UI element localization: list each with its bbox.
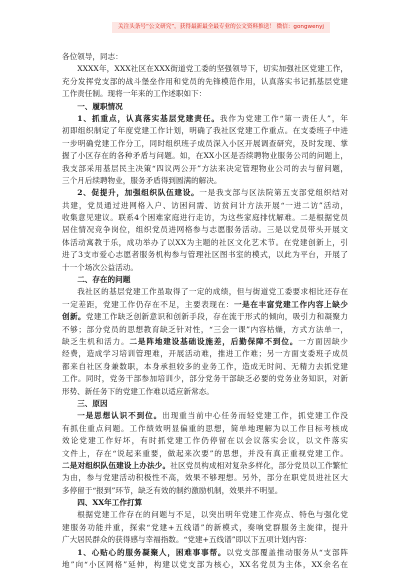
paragraph-line: 文件上，存在“说起来重要，做起来次要”的思想，并没有真正重视党建工作。 <box>62 448 348 458</box>
paragraph-line <box>62 299 348 311</box>
line-text: 一方面因缺少 <box>298 336 348 346</box>
paragraph-line: 居住情况竞争岗位，组织党员进网格参与志愿服务活动。三是以党员带头开展文 <box>62 225 348 235</box>
document-body <box>62 51 348 571</box>
paragraph-line <box>62 410 348 422</box>
paragraph-line: 三个月后续聘物业，服务矛盾得到圆满的解决。 <box>62 175 222 185</box>
intro-line: XXXX年，XXX社区在XXX街道党工委的坚强领导下，切实加强社区党建工作， <box>77 64 348 74</box>
paragraph-line: 根据党建工作存在的问题与不足，以突出明年党建工作亮点、特色与强化党 <box>77 510 348 520</box>
paragraph-line <box>62 336 348 348</box>
line-text: 党建工作缺乏创新意识和创新手段，存在流于形式的倾向，吸引力和凝聚力 <box>85 312 348 322</box>
section-heading: 四、XX年工作打算 <box>77 498 143 508</box>
paragraph-line: 建服务功能并重，探索“党建+五线谱”的新模式，奏响党群服务主旋律，提升 <box>62 522 348 532</box>
bold-lead: 二是对组织队伍建设上办法少。 <box>62 460 171 470</box>
paragraph-line: 一步明确党建工作分工，同时组织班子成员深入小区开展调查研究，及时发现、掌 <box>62 138 348 148</box>
paragraph-line <box>62 311 348 323</box>
paragraph-line: 形势、新任务下的党建工作难以适应新常态。 <box>62 386 214 396</box>
paragraph-line: 进了3支市爱心志愿者服务机构参与管理社区图书室的模式，以此为平台，开展了 <box>62 250 348 260</box>
bold-lead: 1、抓重点，认真落实基层党建责任。 <box>77 113 220 123</box>
paragraph-line <box>62 187 348 199</box>
paragraph-line: 握了小区存在的各种矛盾与问题。如，在XX小区是否续聘物业服务公司的问题上， <box>62 151 348 161</box>
line-text: 一定差距，党建工作仍存在不足，主要表现在： <box>62 299 234 309</box>
paragraph-line: 地”向“小区网格”延伸，构建以党支部为核心，XX名党员为主体，XX余名在 <box>62 560 348 570</box>
line-text: 社区党员构成相对复杂多样化，部分党员以工作繁忙 <box>170 460 348 470</box>
paragraph-line <box>62 113 348 125</box>
line-text: 出现重当前中心任务而轻党建工作，抓党建工作没 <box>162 411 348 421</box>
paragraph-line <box>62 547 348 559</box>
paragraph-line: 都来自社区身兼数职，本身承担较多的业务工作，造成无时间、无精力去抓党建 <box>62 361 348 371</box>
bold-lead: 一是在丰富党建工作内容上缺少 <box>233 299 348 309</box>
section-heading: 三、原因 <box>77 398 108 408</box>
paragraph-line: 我支部采用基层民主决策“四议两公开”方法来决定管理物业公司的去与留问题， <box>62 163 348 173</box>
bold-lead: 2、促提升，加强组织队伍建设。 <box>77 188 200 198</box>
paragraph-line: 经费，造成学习培训管理难，开展活动难，推进工作难；另一方面支委班子成员 <box>62 349 348 359</box>
paragraph-line: 我社区的基层党建工作虽取得了一定的成绩，但与街道党工委要求相比还存在 <box>77 287 348 297</box>
intro-line: 充分发挥党支部的战斗堡垒作用和党员的先锋模范作用，认真落实书记抓基层党建 <box>62 76 348 86</box>
section-heading: 二、存在的问题 <box>77 275 131 285</box>
paragraph-line <box>62 460 348 472</box>
bold-lead: 二是阵地建设基础设施差，后勤保障不到位。 <box>129 336 299 346</box>
paragraph-line: 多停留于“报到”环节，缺乏有效的制约激励机制，效果并不明显。 <box>62 485 283 495</box>
paragraph-line: 为由，参与党建活动积极性不高，效果不够理想。另外，部分在职党员进社区大 <box>62 473 348 483</box>
line-text: 一是我支部与区法院第五支部党组织结对 <box>199 188 348 198</box>
bold-lead: 一是思想认识不到位。 <box>77 411 163 421</box>
line-text: 以党支部覆盖推动服务从“支部阵 <box>226 547 348 557</box>
line-text: 缺乏生机和活力。 <box>62 336 130 346</box>
paragraph-line: 工作。同时，党务干部参加培训少，部分党务干部缺乏必要的党务业务知识，对新 <box>62 374 348 384</box>
bold-lead: 1、心贴心的服务凝聚人，困难事事帮。 <box>77 547 227 557</box>
bold-lead: 创新。 <box>62 312 86 322</box>
paragraph-line: 初即组织制定了年度党建工作计划，明确了我社区党建工作重点。在支委班子中进 <box>62 126 348 136</box>
paragraph-line: 共建，党员通过进网格入户、访困问需、访贫问计方法开展“一进二访”活动， <box>62 200 348 210</box>
promo-banner: 关注头条号“公文研究”，获得最新最全最专业的公文资料推送！ 微信：gongwenyj <box>112 22 330 33</box>
paragraph-line: 体活动寓教于乐，成功举办了以XX为主题的社区文化艺术节。在党建创新上，引 <box>62 237 348 247</box>
paragraph-line: 有抓住重点问题。工作绩效明显偏重的思想，简单地理解为以工作目标考核成 <box>62 423 348 433</box>
paragraph-line: 十一个场次公益活动。 <box>62 262 138 272</box>
paragraph-line: 广大居民群众的获得感与幸福指数。“党建+五线谱”即以下五项计划内容： <box>62 535 312 545</box>
paragraph-line: 收集意见建议。联系4个困难家庭进行走访，为这些家庭排忧解难。二是根据党员 <box>62 213 348 223</box>
paragraph-line: 效论党建工作好坏，有时抓党建工作仍停留在以会议落实会议，以文件落实 <box>62 436 348 446</box>
intro-line: 工作责任制。现将一年来的工作述职如下： <box>62 89 207 99</box>
paragraph-line: 不够；部分党员的思想教育缺乏针对性，“三会一课”内容枯燥，方式方法单一， <box>62 324 348 334</box>
salutation: 各位领导，同志： <box>62 52 123 61</box>
line-text: 我作为党建工作“第一责任人”，年 <box>219 113 348 123</box>
section-heading: 一、履职情况 <box>77 101 123 111</box>
